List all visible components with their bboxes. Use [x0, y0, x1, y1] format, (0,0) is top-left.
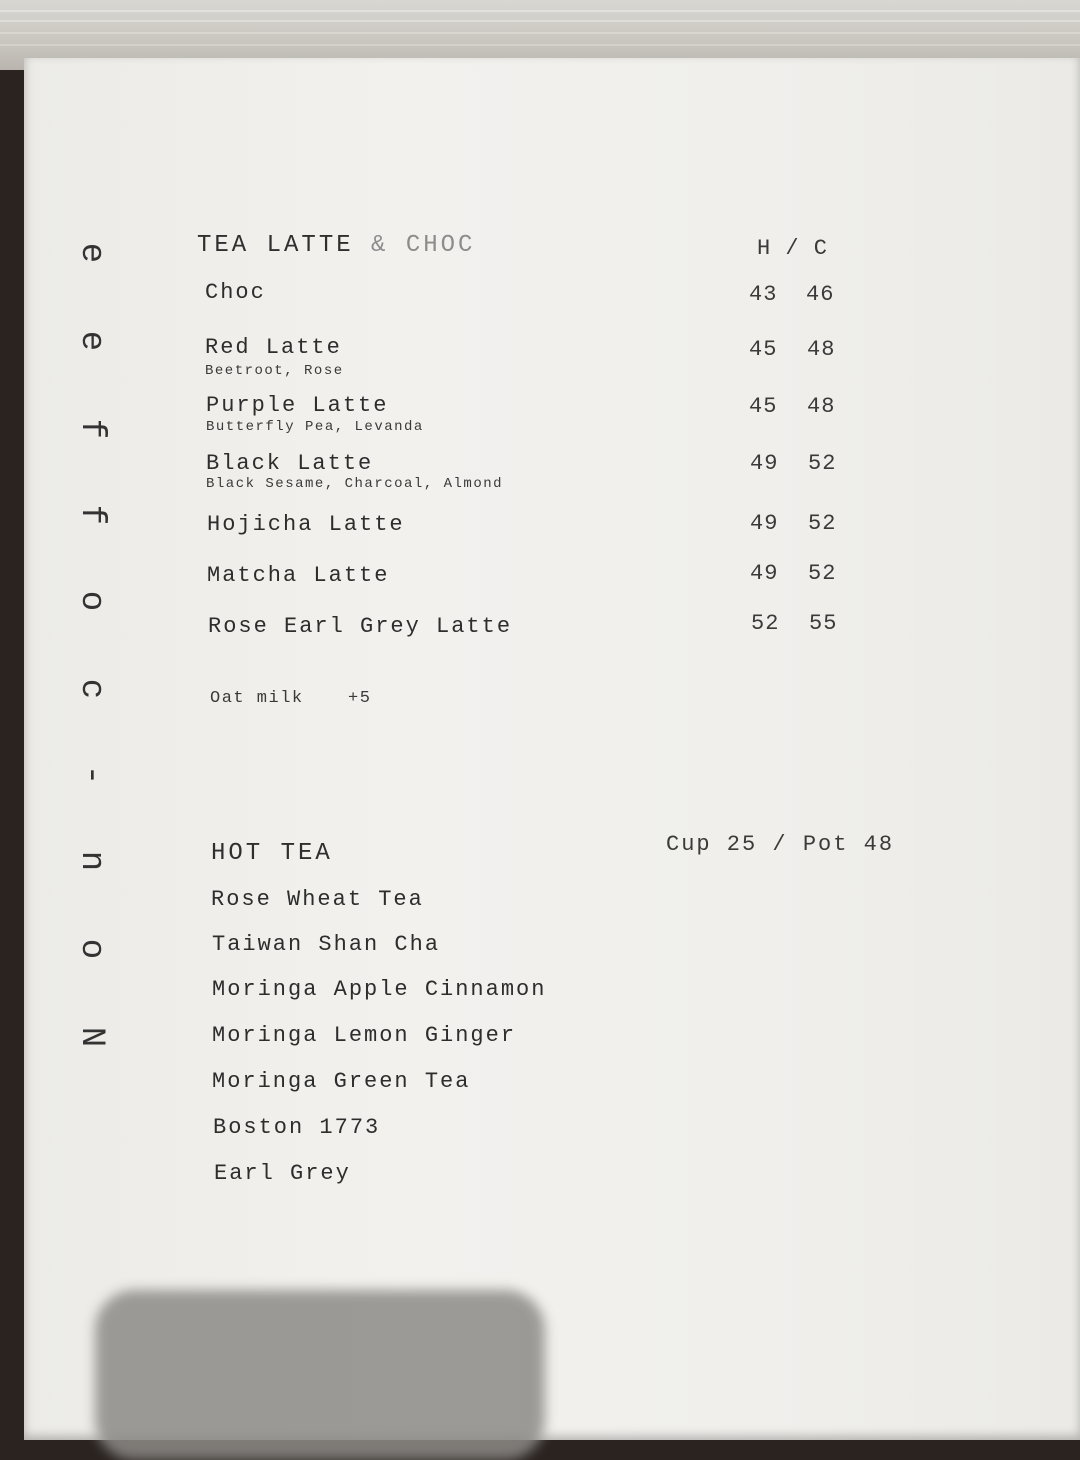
addon-label: Oat milk	[210, 689, 304, 708]
price-cold: 48	[807, 394, 836, 419]
price-cold: 52	[808, 451, 837, 476]
hot-tea-heading: HOT TEA	[211, 840, 333, 867]
price-hot: 45	[749, 394, 778, 419]
price-cold: 55	[809, 611, 838, 636]
price-cold: 46	[806, 282, 835, 307]
price-hot: 49	[750, 451, 779, 476]
menu-item-name: Matcha Latte	[207, 563, 390, 588]
heading-amp: &	[371, 232, 389, 259]
phone-shadow	[95, 1290, 545, 1460]
hot-tea-price-info: Cup 25 / Pot 48	[666, 832, 895, 857]
tea-item: Moringa Lemon Ginger	[212, 1023, 517, 1048]
menu-item-name: Purple Latte	[206, 393, 389, 418]
menu-item-name: Red Latte	[205, 335, 342, 360]
menu-item-sub: Beetroot, Rose	[205, 363, 344, 379]
price-hot: 49	[750, 511, 779, 536]
price-header: H / C	[757, 236, 829, 261]
side-letter: f	[72, 418, 110, 440]
side-letter: o	[72, 938, 110, 960]
tea-latte-heading	[197, 232, 475, 259]
price-cold: 48	[807, 337, 836, 362]
side-letter: o	[72, 590, 110, 612]
tea-item: Earl Grey	[214, 1161, 351, 1186]
menu-page	[24, 58, 1080, 1440]
tea-item: Moringa Apple Cinnamon	[212, 977, 547, 1002]
price-hot: 45	[749, 337, 778, 362]
menu-item-name: Hojicha Latte	[207, 512, 405, 537]
tea-item: Boston 1773	[213, 1115, 381, 1140]
side-letter: n	[72, 850, 110, 872]
side-letter: e	[72, 330, 110, 352]
price-hot: 52	[751, 611, 780, 636]
side-letter: f	[72, 504, 110, 526]
menu-item-name: Choc	[205, 280, 266, 305]
tea-item: Taiwan Shan Cha	[212, 932, 441, 957]
tea-item: Rose Wheat Tea	[211, 887, 424, 912]
tea-item: Moringa Green Tea	[212, 1069, 471, 1094]
addon-price: +5	[348, 689, 372, 708]
price-hot: 43	[749, 282, 778, 307]
price-hot: 49	[750, 561, 779, 586]
menu-item-sub: Butterfly Pea, Levanda	[206, 419, 424, 435]
heading-text: TEA LATTE	[197, 232, 354, 259]
side-letter: -	[72, 764, 110, 786]
price-cold: 52	[808, 511, 837, 536]
menu-item-name: Black Latte	[206, 451, 374, 476]
side-letter: e	[72, 242, 110, 264]
menu-item-name: Rose Earl Grey Latte	[208, 614, 513, 639]
price-cold: 52	[808, 561, 837, 586]
menu-item-sub: Black Sesame, Charcoal, Almond	[206, 476, 504, 492]
heading-end: CHOC	[405, 232, 476, 259]
side-letter: c	[72, 678, 110, 700]
side-letter: N	[72, 1026, 110, 1048]
